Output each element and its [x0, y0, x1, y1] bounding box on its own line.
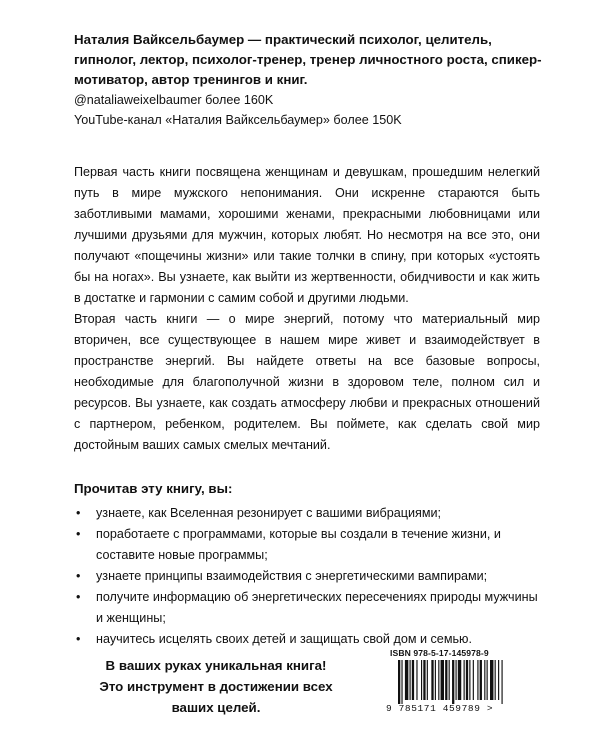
barcode-bar [421, 660, 422, 700]
benefit-item [74, 503, 540, 524]
barcode-bar [464, 660, 465, 700]
bullet-icon: • [76, 527, 81, 541]
bullet-icon: • [76, 632, 81, 646]
barcode-bar [412, 660, 414, 700]
author-instagram: @nataliaweixelbaumer более 160K [74, 93, 274, 107]
barcode-bar [435, 660, 436, 700]
barcode-bar [487, 660, 488, 700]
book-description [74, 162, 540, 456]
barcode-bar [456, 660, 457, 700]
barcode-icon [390, 660, 540, 704]
benefit-item [74, 587, 540, 629]
barcode-bar [401, 660, 402, 704]
benefit-item [74, 629, 540, 650]
barcode-bar [416, 660, 417, 700]
benefit-text: узнаете принципы взаимодействия с энергетическими вампирами; [96, 569, 488, 583]
barcode-bar [469, 660, 470, 700]
benefit-item [74, 566, 540, 587]
barcode-bar [410, 660, 411, 700]
slogan-line-3: ваших целей. [171, 700, 261, 715]
barcode-bar [398, 660, 400, 704]
author-youtube: YouTube-канал «Наталия Вайксельбаумер» более 150K [74, 113, 402, 127]
benefit-text: узнаете, как Вселенная резонирует с вашими вибрациями; [96, 506, 442, 520]
author-bio: Наталия Вайксельбаумер — практический психолог, целитель, гипнолог, лектор, психолог-тренер, тренер личностного роста, спикер-мотиватор, автор тренингов и книг. [74, 32, 542, 87]
barcode-bar [473, 660, 474, 700]
barcode-bar [441, 660, 444, 700]
benefits-section [74, 478, 540, 650]
barcode-bar [466, 660, 468, 700]
barcode-bar [431, 660, 433, 700]
isbn-barcode-block [386, 648, 546, 720]
slogan [66, 655, 366, 718]
benefit-item [74, 524, 540, 566]
slogan-line-2: Это инструмент в достижении всех [99, 679, 333, 694]
bullet-icon: • [76, 590, 81, 604]
barcode-bar [480, 660, 482, 700]
barcode-bar [484, 660, 485, 700]
benefit-text: научитесь исцелять своих детей и защищать свой дом и семью. [96, 632, 472, 646]
isbn-label: ISBN 978-5-17-145978-9 [390, 648, 489, 658]
barcode-bar [423, 660, 425, 700]
benefit-text: получите информацию об энергетических пересечениях природы мужчины и женщины; [96, 590, 538, 625]
author-section [74, 30, 544, 130]
barcode-bar [427, 660, 428, 700]
slogan-line-1: В ваших руках уникальная книга! [105, 658, 327, 673]
barcode-bar [405, 660, 408, 700]
benefits-title: Прочитав эту книгу, вы: [74, 481, 233, 496]
barcode-digits: 9 785171 459789 > [386, 703, 494, 714]
description-paragraph-2: Вторая часть книги — о мире энергий, потому что материальный мир вторичен, все существующее в нашем мире живет и взаимодействует в пространстве энергий. Вы найдете ответы на все базовые вопросы, необходимые для благополучной жизни в здоровом теле, полном сил и ресурсов. Вы узнаете, как создать атмосферу любви и прекрасных отношений с партнером, ребенком, родителем. Вы поймете, как сделать свой мир достойным ваших самых смелых мечтаний. [74, 312, 540, 452]
barcode-bar [477, 660, 478, 700]
bullet-icon: • [76, 506, 81, 520]
barcode-bar [490, 660, 493, 700]
barcode-bar [452, 660, 454, 704]
barcode-bar [445, 660, 447, 700]
barcode-bar [498, 660, 499, 700]
benefits-list [74, 503, 540, 650]
barcode-bar [495, 660, 496, 700]
barcode-bar [502, 660, 503, 704]
description-paragraph-1: Первая часть книги посвящена женщинам и девушкам, прошедшим нелегкий путь в мире мужского непонимания. Они искренне стараются быть заботливыми мамами, хорошими женами, прекрасными любовницами или лучшими друзьями для мужчин, которых любят. Но несмотря на все это, они получают «пощечины жизни» или такие толчки в спину, при которых «устоять бы на ногах». Вы узнаете, как выйти из жертвенности, обидчивости и как жить в достатке и гармонии с самим собой и другими людьми. [74, 165, 540, 305]
benefit-text: поработаете с программами, которые вы создали в течение жизни, и составите новые программы; [96, 527, 501, 562]
bullet-icon: • [76, 569, 81, 583]
barcode-bar [458, 660, 461, 700]
barcode-bar [438, 660, 439, 700]
barcode-bar [449, 660, 450, 700]
